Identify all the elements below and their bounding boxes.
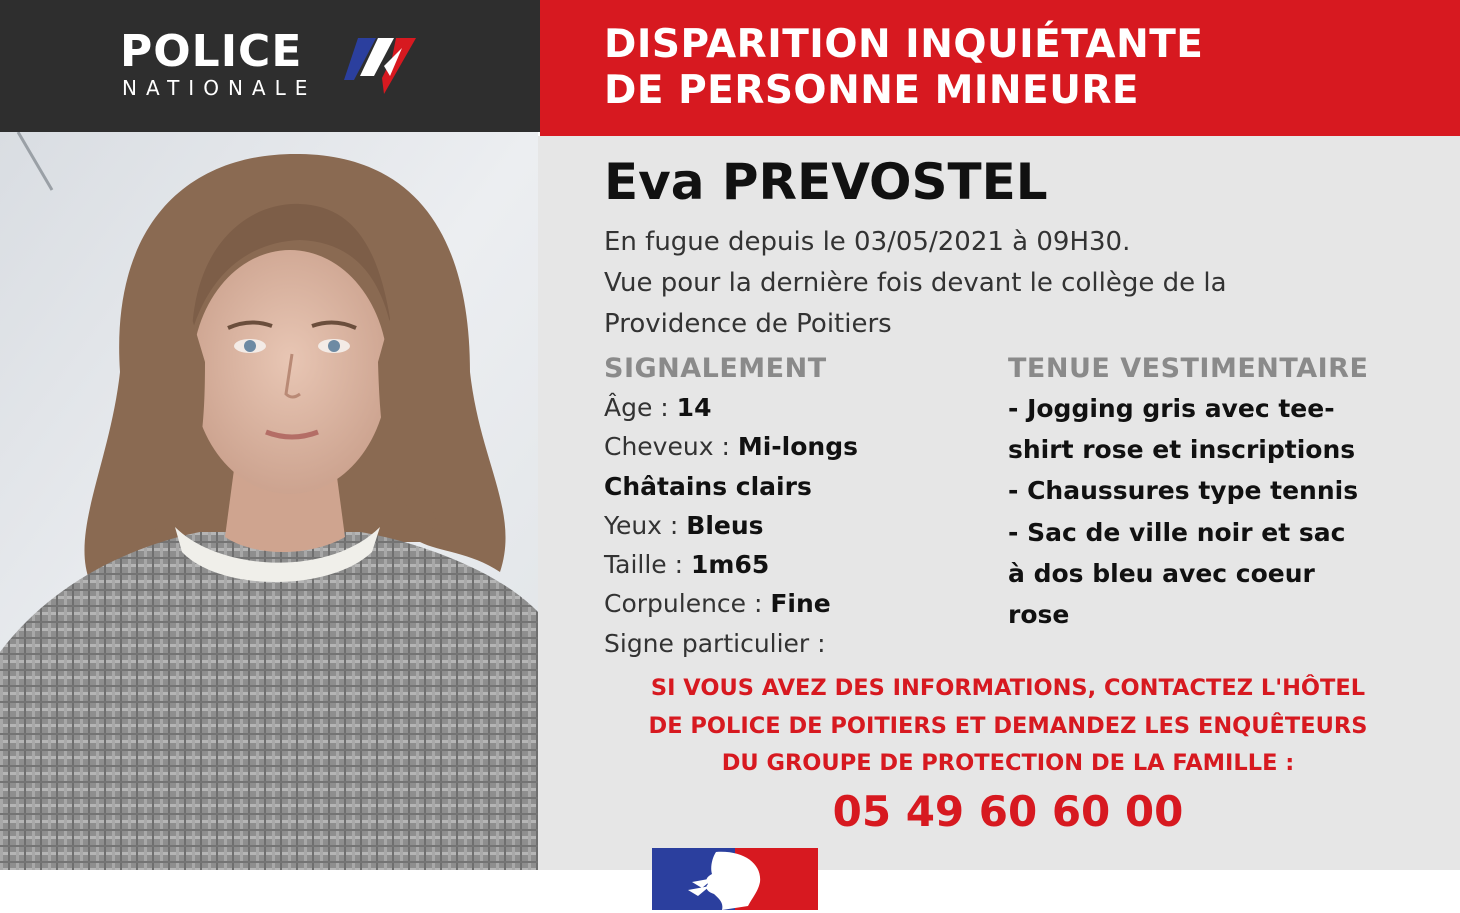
alert-title-line1: DISPARITION INQUIÉTANTE: [604, 22, 1204, 67]
header-logo-area: [0, 0, 540, 132]
tenue-line: rose: [1008, 600, 1070, 630]
tenue-line: - Jogging gris avec tee-: [1008, 394, 1335, 423]
alert-title-line2: DE PERSONNE MINEURE: [604, 68, 1140, 113]
tenue-line: à dos bleu avec coeur: [1008, 558, 1315, 588]
cheveux-row-continued: [604, 467, 994, 506]
signe-label: Signe particulier :: [604, 628, 826, 658]
cheveux-label: Cheveux :: [604, 432, 738, 462]
cheveux-value-2: Châtains clairs: [604, 471, 812, 501]
logo-nationale-text: NATIONALE: [122, 76, 317, 100]
intro-line: Vue pour la dernière fois devant le collège de la: [604, 268, 1227, 298]
signe-row: [604, 624, 994, 663]
taille-row: [604, 545, 994, 584]
taille-value: 1m65: [691, 550, 770, 580]
contact-line: SI VOUS AVEZ DES INFORMATIONS, CONTACTEZ L'HÔTEL: [650, 675, 1366, 701]
yeux-value: Bleus: [686, 510, 764, 540]
tenue-line: - Sac de ville noir et sac: [1008, 517, 1346, 547]
signalement-section: [604, 350, 994, 663]
info-panel: [538, 136, 1460, 870]
cheveux-row: [604, 427, 994, 466]
contact-phone[interactable]: 05 49 60 60 00: [832, 787, 1184, 836]
age-label: Âge :: [604, 393, 677, 422]
intro-line: Providence de Poitiers: [604, 309, 892, 339]
tenue-section: [1008, 350, 1428, 635]
tenue-line: - Chaussures type tennis: [1008, 476, 1359, 506]
contact-line: DU GROUPE DE PROTECTION DE LA FAMILLE :: [721, 750, 1295, 776]
signalement-title: SIGNALEMENT: [604, 353, 827, 384]
taille-label: Taille :: [604, 550, 691, 580]
intro-text: [604, 222, 1364, 345]
tenue-line: shirt rose et inscriptions: [1008, 435, 1356, 465]
contact-instructions: [598, 670, 1418, 783]
police-logo-mark-icon: [344, 36, 416, 96]
age-value: 14: [676, 393, 712, 422]
missing-person-photo: [0, 132, 538, 870]
intro-line: En fugue depuis le 03/05/2021 à 09H30.: [604, 227, 1131, 257]
tenue-title: TENUE VESTIMENTAIRE: [1008, 353, 1369, 384]
corpulence-row: [604, 584, 994, 623]
age-row: [604, 388, 994, 427]
contact-line: DE POLICE DE POITIERS ET DEMANDEZ LES ENQUÊTEURS: [648, 712, 1368, 739]
yeux-label: Yeux :: [604, 510, 687, 540]
logo-police-text: POLICE: [120, 26, 303, 77]
corpulence-label: Corpulence :: [604, 589, 771, 619]
alert-title: [604, 22, 1203, 114]
corpulence-value: Fine: [770, 589, 831, 619]
alert-header: [540, 0, 1460, 136]
cheveux-value: Mi-longs: [737, 432, 858, 462]
person-name: Eva PREVOSTEL: [604, 153, 1048, 211]
yeux-row: [604, 506, 994, 545]
marianne-republique-icon: [652, 848, 818, 910]
portrait-illustration-icon: [0, 132, 538, 870]
